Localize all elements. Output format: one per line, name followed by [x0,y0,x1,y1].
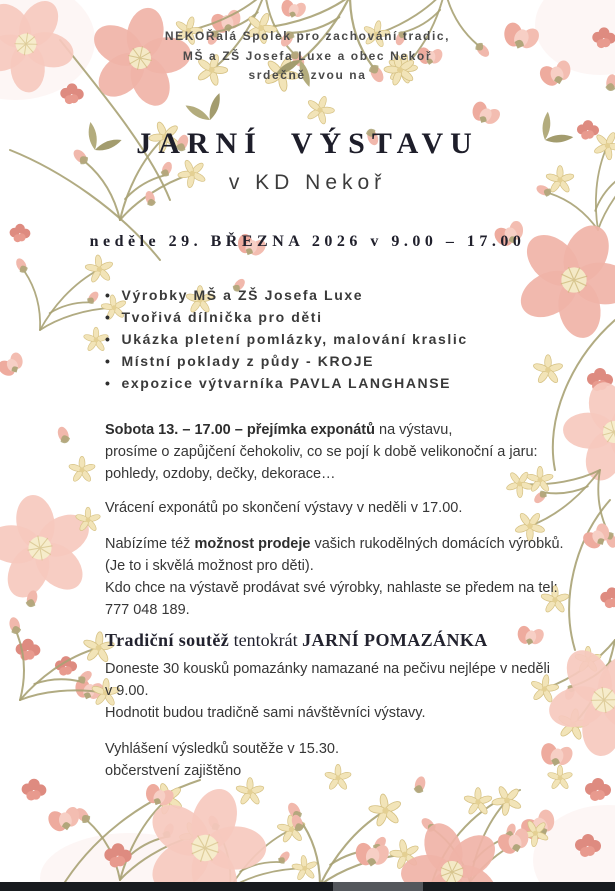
program-item-1: • Výrobky MŠ a ZŠ Josefa Luxe [105,284,468,306]
sale-line-1: Nabízíme též možnost prodeje vašich rukodělných domácích výrobků. [105,536,564,552]
organizers-header [0,27,615,86]
program-item-4: • Místní poklady z půdy - KROJE [105,350,468,372]
program-list [105,284,468,394]
sale-bold: možnost prodeje [194,536,311,552]
poster-title: JARNÍ VÝSTAVU [136,127,479,160]
handover-bold: Sobota 13. – 17.00 – přejímka exponátů [105,422,375,438]
handover-line-1: Sobota 13. – 17.00 – přejímka exponátů na výstavu, [105,422,453,438]
return-paragraph [105,497,462,519]
organizers-line-2: MŠ a ZŠ Josefa Luxe a obec Nekoř [182,48,433,63]
handover-paragraph [105,419,538,485]
contest-heading: Tradiční soutěž tentokrát JARNÍ POMAZÁNKA [105,630,488,650]
program-item-2: • Tvořivá dílnička pro děti [105,306,468,328]
contest-line-1: Doneste 30 kousků pomazánky namazané na pečivu nejlépe v neděli [105,661,550,677]
contest-line-2: v 9.00. [105,683,149,699]
horizontal-scrollbar[interactable] [0,882,615,891]
program-item-5: • expozice výtvarníka PAVLA LANGHANSE [105,372,468,394]
handover-line-2: prosíme o zapůjčení čehokoliv, co se pojí k době velikonoční a jaru: [105,444,538,460]
scrollbar-thumb[interactable] [333,882,423,891]
contest-paragraph [105,658,550,724]
contest-heading-bold-2: JARNÍ POMAZÁNKA [302,630,488,650]
date-line: neděle 29. BŘEZNA 2026 v 9.00 – 17.00 [89,233,526,250]
sale-line-3: Kdo chce na výstavě prodávat své výrobky, nahlaste se předem na tel: [105,580,558,596]
contest-heading-bold-1: Tradiční soutěž [105,630,230,650]
program-item-3: • Ukázka pletení pomlázky, malování kraslic [105,328,468,350]
organizers-line-3: srdečně zvou na [248,68,367,82]
sale-line-2: (Je to i skvělá možnost pro děti). [105,558,314,574]
venue-subtitle: v KD Nekoř [228,171,387,194]
organizers-line-1: NEKOŘalá Spolek pro zachování tradic, [164,29,451,43]
results-line: Vyhlášení výsledků soutěže v 15.30. [105,741,340,757]
return-line: Vrácení exponátů po skončení výstavy v neděli v 17.00. [105,500,463,516]
sale-paragraph [105,533,564,621]
refreshments-line: občerstvení zajištěno [105,763,242,779]
sale-phone: 777 048 189. [105,602,190,618]
handover-line-3: pohledy, ozdoby, dečky, dekorace… [105,466,336,482]
footer-paragraph [105,738,339,782]
contest-line-3: Hodnotit budou tradičně sami návštěvníci výstavy. [105,705,426,721]
